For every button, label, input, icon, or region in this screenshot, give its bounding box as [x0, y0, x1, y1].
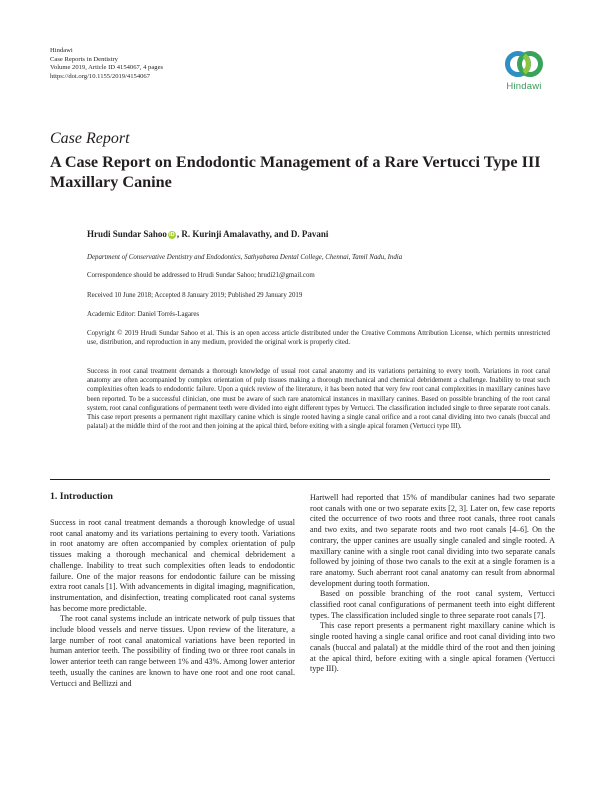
section-heading-introduction: 1. Introduction: [50, 491, 113, 502]
affiliation: Department of Conservative Dentistry and Endodontics, Sathyabama Dental College, Chennai, Tamil Nadu, India: [87, 254, 403, 261]
author-list: [87, 229, 328, 239]
logo-wordmark: Hindawi: [506, 81, 542, 92]
right-column: [310, 493, 555, 675]
publisher-name: Hindawi: [50, 47, 73, 54]
academic-editor: Academic Editor: Daniel Torrés-Lagares: [87, 311, 200, 318]
journal-name: Case Reports in Dentistry: [50, 55, 118, 63]
volume-line: Volume 2019, Article ID 4154067, 4 pages: [50, 64, 164, 72]
paragraph: The root canal systems include an intricate network of pulp tissues that include blood vessels and nerve tissues. Upon review of the literature, a large number of root canal anatomical variations have been reported in human anterior teeth. The possibility of finding two or three root canals in lower anterior teeth can range between 1% and 43%. Among lower anterior teeth, usually the canines are known to have one root and one root canal. Vertucci and Bellizzi and: [50, 614, 295, 688]
article-type: Case Report: [50, 130, 130, 147]
journal-meta: [50, 47, 163, 81]
author-name[interactable]: Hrudi Sundar Sahoo: [87, 229, 167, 239]
correspondence: Correspondence should be addressed to Hrudi Sundar Sahoo; hrudi21@gmail.com: [87, 272, 315, 279]
publication-dates: Received 10 June 2018; Accepted 8 January 2019; Published 29 January 2019: [87, 292, 303, 299]
paragraph: Hartwell had reported that 15% of mandibular canines had two separate root canals with one or two separate exits [2, 3]. Later on, few case reports cited the occurrence of two roots and three root canals, three root canals and two exits, and two separate roots and two root canals [4–6]. On the contrary, the upper canines are usually single canaled and single rooted. A maxillary canine with a single root canal dividing into two separate canals followed by joining of those two canals to the exit at a single foramen is a rare anatomy. Such aberrant root canal anatomy can result from abnormal development during tooth formation.: [310, 493, 555, 588]
co-authors: , R. Kurinji Amalavathy, and D. Pavani: [176, 229, 329, 239]
paragraph: This case report presents a permanent right maxillary canine which is single rooted having a single canal orifice and root canal dividing into two canals (buccal and palatal) at the middle third of the root and then joining at the apical third, before exiting with a single apical foramen (Vertucci type III).: [310, 621, 555, 674]
paragraph: Based on possible branching of the root canal system, Vertucci classified root canal configurations of permanent teeth into eight different types. The classification included single to three separate root canals [7].: [310, 589, 555, 620]
section-divider: [50, 479, 550, 480]
copyright-notice: Copyright © 2019 Hrudi Sundar Sahoo et al. This is an open access article distributed under the Creative Commons Attribution License, which permits unrestricted use, distribution, and reproduction in any medium, provided the original work is properly cited.: [87, 330, 550, 347]
paragraph: Success in root canal treatment demands a thorough knowledge of usual root canal anatomy and its variations pertaining to every tooth. Variations in root anatomy are often accompanied by complex orientation of pulp tissues making a thorough mechanical and chemical debridement a challenge. Inability to treat such complexities often leads to endodontic failure. One of the major reasons for endodontic failure can be missing extra root canals [1]. With advancements in digital imaging, magnification, instrumentation, and disinfection, treating complicated root canal systems has become more predictable.: [50, 518, 295, 613]
hindawi-logo: [498, 48, 550, 92]
left-column: [50, 518, 295, 689]
doi-link[interactable]: https://doi.org/10.1155/2019/4154067: [50, 72, 151, 80]
orcid-icon[interactable]: iD: [169, 232, 175, 238]
abstract: Success in root canal treatment demands a thorough knowledge of usual root canal anatomy and its variations pertaining to every tooth. Variations in root canal anatomy are often accompanied by complex orientation of pulp tissues making a thorough mechanical and chemical debridement a challenge. Inability to treat such complexities often leads to endodontic failure. Upon a quick review of the literature, it has been noted that very few root canal complexities in maxillary canines have been reported. To be a successful clinician, one must be aware of such rare anatomical instances in maxillary canines. Based on possible branching of the root canal system, root canal configurations of permanent teeth were divided into eight different types by Vertucci. The classification included single to three separate root canals. This case report presents a permanent right maxillary canine which is single rooted having a single canal orifice and a root canal dividing into two canals (buccal and palatal) at the middle third of the root and then joining at the apical third, before exiting with a single apical foramen (Vertucci type III).: [87, 368, 550, 431]
hindawi-logo-icon: [504, 48, 544, 80]
article-title: A Case Report on Endodontic Management of a Rare Vertucci Type III Maxillary Canine: [50, 153, 541, 191]
